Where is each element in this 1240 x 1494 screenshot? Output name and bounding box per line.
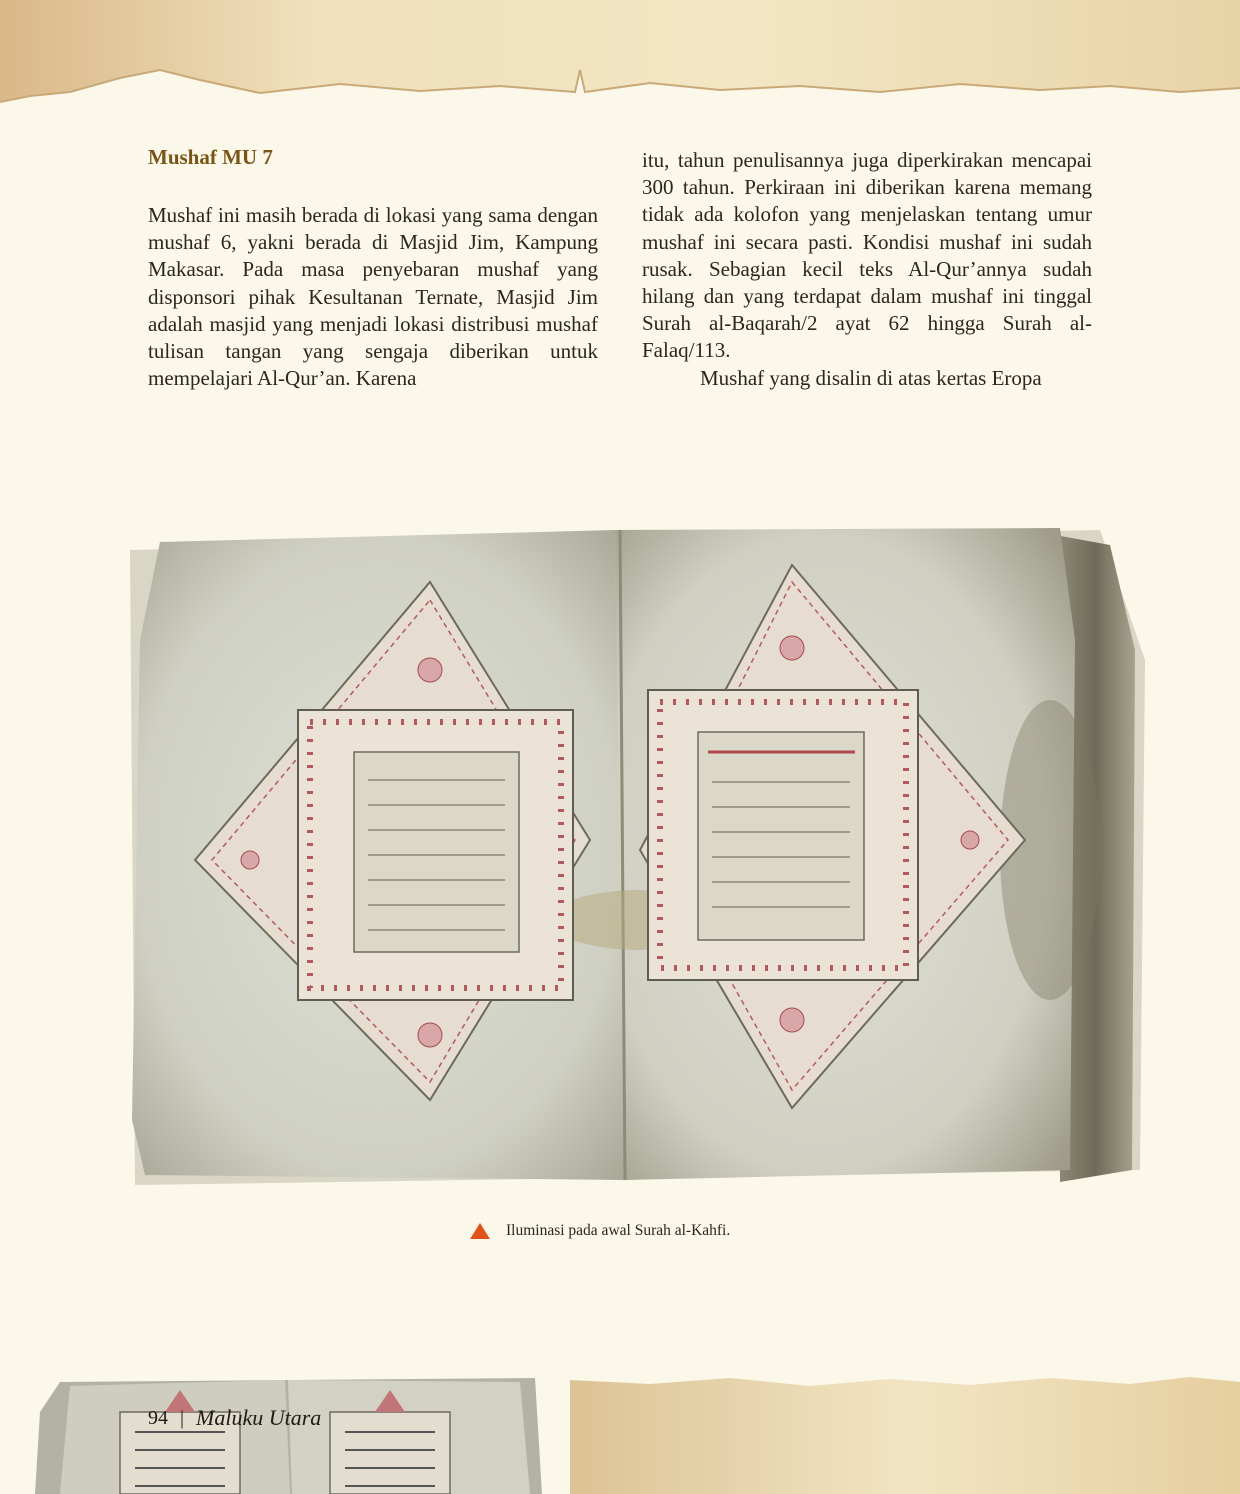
caption-text: Iluminasi pada awal Surah al-Kahfi. bbox=[506, 1222, 731, 1239]
body-paragraph: itu, tahun penulisannya juga diperkirakan mencapai 300 tahun. Perkiraan ini diberikan karena memang tidak ada kolofon yang menjelaskan tentang umur mushaf ini secara pasti. Kondisi mushaf ini sudah rusak. Sebagian kecil teks Al-Qur’annya sudah hilang dan yang terdapat dalam mushaf ini tinggal Surah al-Baqarah/2 ayat 62 hingga Surah al-Falaq/113. bbox=[642, 148, 1092, 363]
triangle-marker-icon bbox=[470, 1223, 490, 1239]
page-footer bbox=[148, 1405, 321, 1431]
body-paragraph: Mushaf yang disalin di atas kertas Eropa bbox=[700, 365, 1042, 390]
book-title: Maluku Utara bbox=[196, 1405, 322, 1430]
figure-caption bbox=[470, 1219, 730, 1243]
body-paragraph: Mushaf ini masih berada di lokasi yang sama dengan mushaf 6, yakni berada di Masjid Jim, Kampung Makasar. Pada masa penyebaran mushaf yang disponsori pihak Kesultanan Ternate, Masjid Jim adalah masjid yang menjadi lokasi distribusi mushaf tulisan tangan yang sengaja diberikan untuk mempelajari Al-Qur’an. Karena bbox=[148, 203, 598, 391]
bottom-parchment-band bbox=[570, 1372, 1240, 1494]
body-column-right bbox=[642, 147, 1092, 392]
section-heading: Mushaf MU 7 bbox=[148, 145, 273, 169]
footer-separator: | bbox=[180, 1406, 185, 1429]
manuscript-photo bbox=[120, 520, 1150, 1192]
body-column-left bbox=[148, 202, 598, 392]
page-number: 94 bbox=[148, 1406, 168, 1429]
top-parchment-band bbox=[0, 0, 1240, 110]
manuscript-thumbnail bbox=[30, 1372, 545, 1494]
